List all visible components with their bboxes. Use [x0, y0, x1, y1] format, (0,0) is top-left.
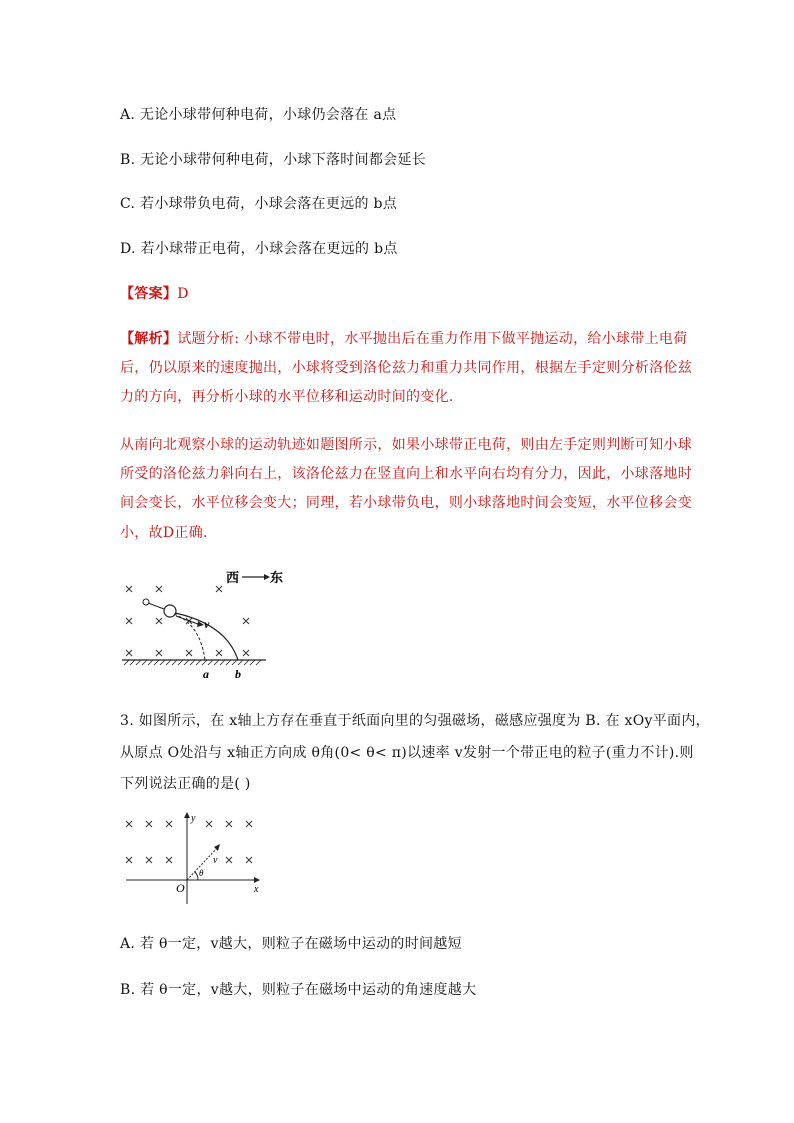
rod-end-circle	[143, 599, 149, 605]
analysis-label: 【解析】	[120, 331, 178, 347]
y-axis-arrow-icon	[184, 812, 190, 818]
theta-label: θ	[199, 868, 204, 878]
option-b-q2: B. 无论小球带何种电荷，小球下落时间都会延长	[120, 152, 427, 168]
west-label: 西	[226, 570, 240, 585]
x-axis-arrow-icon	[254, 877, 260, 883]
analysis-line-4: 从南向北观察小球的运动轨迹如题图所示，如果小球带正电荷，则由左手定则判断可知小球	[120, 437, 692, 453]
analysis-line-7: 小，故D正确.	[120, 525, 208, 541]
question3-line-2: 从原点 O处沿与 x轴正方向成 θ角(0< θ< π)以速率 v发射一个带正电的粒子(重力不计).则	[120, 745, 694, 761]
v-label: v	[204, 617, 210, 631]
option-b-q3: B. 若 θ一定，v越大，则粒子在磁场中运动的角速度越大	[120, 982, 477, 998]
x-axis-label: x	[254, 884, 259, 895]
analysis-line-6: 间会变长，水平位移会变大；同理，若小球带负电，则小球落地时间会变短，水平位移会变	[120, 495, 692, 511]
option-a-q3: A. 若 θ一定，v越大，则粒子在磁场中运动的时间越短	[120, 936, 462, 952]
launch-rod	[148, 603, 164, 609]
ground-hatching	[124, 660, 261, 665]
velocity-arrow-icon-2	[214, 844, 220, 851]
v-label-2: v	[213, 855, 218, 866]
figure-ball-trajectory	[118, 566, 288, 684]
y-axis-label: y	[191, 813, 196, 824]
option-a-q2: A. 无论小球带何种电荷，小球仍会落在 a点	[120, 107, 397, 123]
figure-xoy-field	[118, 810, 268, 910]
answer-label: 【答案】	[120, 286, 178, 302]
field-cross-marks-2	[126, 821, 252, 863]
option-c-q2: C. 若小球带负电荷，小球会落在更远的 b点	[120, 196, 398, 212]
option-d-q2: D. 若小球带正电荷，小球会落在更远的 b点	[120, 241, 398, 257]
ball-icon	[164, 605, 176, 617]
question3-line-1: 3. 如图所示，在 x轴上方存在垂直于纸面向里的匀强磁场，磁感应强度为 B. 在 xOy平面内，	[120, 713, 710, 729]
analysis-line-1	[120, 328, 687, 348]
b-label: b	[235, 667, 241, 681]
theta-arc	[195, 872, 198, 880]
answer-value: D	[177, 286, 189, 302]
origin-label: O	[176, 881, 185, 895]
east-label: 东	[270, 570, 284, 585]
question3-line-3: 下列说法正确的是( )	[120, 776, 251, 792]
analysis-line-3: 力的方向，再分析小球的水平位移和运动时间的变化.	[120, 389, 454, 405]
analysis-text-1: 试题分析: 小球不带电时，水平抛出后在重力作用下做平抛运动，给小球带上电荷	[177, 331, 688, 347]
analysis-line-5: 所受的洛伦兹力斜向右上，该洛伦兹力在竖直向上和水平向右均有分力，因此，小球落地时	[120, 466, 692, 482]
answer-line	[120, 283, 189, 303]
a-label: a	[203, 667, 209, 681]
analysis-line-2: 后，仍以原来的速度抛出，小球将受到洛伦兹力和重力共同作用，根据左手定则分析洛伦兹	[120, 360, 692, 376]
